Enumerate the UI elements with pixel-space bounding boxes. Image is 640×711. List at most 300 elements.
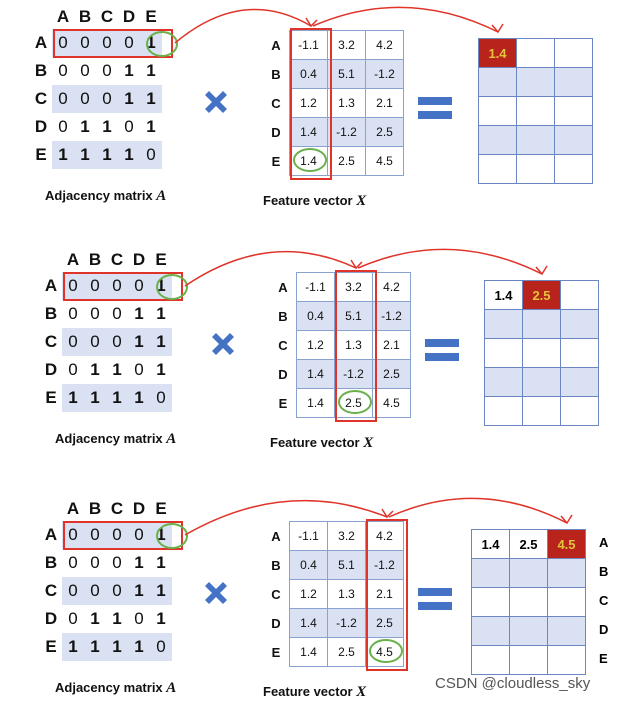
adjacency-cell: 0 [84, 521, 106, 549]
adjacency-cell: 0 [84, 328, 106, 356]
result-cell [510, 559, 548, 588]
result-cell [485, 339, 523, 368]
adjacency-row [30, 29, 162, 57]
feature-row-label: B [278, 308, 288, 324]
adjacency-cell: 0 [74, 29, 96, 57]
feature-row-label: A [271, 528, 281, 544]
adjacency-cell: 1 [74, 141, 96, 169]
corner-cell [30, 5, 52, 29]
adjacency-row-label: C [34, 89, 48, 108]
result-cell: 2.5 [523, 281, 561, 310]
result-row [472, 646, 586, 675]
feature-cell: 0.4 [290, 551, 328, 580]
adjacency-row-label: B [44, 553, 58, 572]
feature-caption [270, 435, 373, 452]
panel-1 [0, 0, 640, 234]
adjacency-matrix [40, 497, 172, 661]
adjacency-cell: 0 [68, 304, 78, 323]
result-cell [555, 97, 593, 126]
feature-row [270, 273, 411, 302]
adjacency-col-label: E [145, 7, 157, 26]
adjacency-cell: 0 [62, 272, 84, 300]
adjacency-caption-text: Adjacency matrix [55, 431, 163, 446]
result-cell [517, 39, 555, 68]
result-cell [561, 339, 599, 368]
adjacency-cell: 1 [128, 328, 150, 356]
feature-row [270, 360, 411, 389]
feature-cell: 1.4 [290, 147, 328, 176]
feature-row-label: C [271, 95, 281, 111]
corner-cell [40, 248, 62, 272]
result-cell: 2.5 [510, 530, 548, 559]
feature-cell: 4.5 [366, 147, 404, 176]
adjacency-cell: 0 [52, 29, 74, 57]
adjacency-col-label: E [155, 250, 167, 269]
adjacency-cell: 1 [96, 141, 118, 169]
arrow-column-to-result [389, 498, 567, 523]
feature-cell: 4.2 [366, 522, 404, 551]
adjacency-cell: 0 [62, 521, 84, 549]
adjacency-col-label: C [110, 250, 124, 269]
adjacency-matrix [30, 5, 162, 169]
adjacency-row [40, 272, 172, 300]
feature-row-label: C [278, 337, 288, 353]
adjacency-col-label: B [88, 250, 102, 269]
adjacency-cell: 0 [128, 521, 150, 549]
adjacency-cell: 1 [80, 117, 90, 136]
adjacency-cell: 0 [84, 272, 106, 300]
result-matrix [478, 38, 593, 184]
adjacency-cell: 1 [52, 141, 74, 169]
adjacency-cell: 1 [62, 384, 84, 412]
adjacency-cell: 0 [112, 304, 122, 323]
adjacency-caption [45, 188, 166, 205]
adjacency-col-label: C [110, 499, 124, 518]
feature-row [263, 60, 404, 89]
result-cell: 1.4 [485, 281, 523, 310]
adjacency-row-label: E [35, 145, 47, 164]
adjacency-row [40, 549, 172, 577]
adjacency-cell: 1 [118, 85, 140, 113]
feature-row-label: E [278, 395, 288, 411]
result-row-label: C [599, 593, 609, 608]
adjacency-cell: 1 [112, 609, 122, 628]
adjacency-cell: 0 [150, 633, 172, 661]
result-cell [555, 68, 593, 97]
result-cell [510, 646, 548, 675]
result-row [485, 368, 599, 397]
adjacency-cell: 1 [128, 384, 150, 412]
adjacency-row-label: A [34, 33, 48, 52]
adjacency-cell: 0 [124, 117, 134, 136]
adjacency-header-row [30, 5, 162, 29]
adjacency-cell: 0 [118, 29, 140, 57]
adjacency-cell: 0 [58, 117, 68, 136]
adjacency-col-label: A [56, 7, 70, 26]
adjacency-cell: 1 [156, 553, 166, 572]
feature-row [270, 331, 411, 360]
feature-row [263, 609, 404, 638]
adjacency-cell: 1 [84, 633, 106, 661]
adjacency-cell: 1 [128, 633, 150, 661]
result-cell [517, 155, 555, 184]
adjacency-cell: 0 [106, 521, 128, 549]
arrow-head [306, 18, 317, 26]
result-cell [485, 397, 523, 426]
feature-row [263, 118, 404, 147]
feature-row-label: E [271, 644, 281, 660]
adjacency-cell: 1 [150, 328, 172, 356]
adjacency-cell: 1 [140, 85, 162, 113]
adjacency-cell: 1 [90, 609, 100, 628]
feature-cell: 2.5 [335, 389, 373, 418]
feature-caption-var: X [356, 193, 367, 209]
result-cell [561, 310, 599, 339]
result-cell [548, 646, 586, 675]
feature-caption [263, 193, 366, 210]
adjacency-cell: 0 [96, 29, 118, 57]
adjacency-caption-text: Adjacency matrix [45, 188, 153, 203]
arrow-head [382, 509, 393, 517]
result-row [485, 339, 599, 368]
result-row [472, 530, 586, 559]
result-cell [555, 126, 593, 155]
multiply-icon [201, 578, 231, 613]
feature-cell: 1.4 [297, 360, 335, 389]
feature-cell: 3.2 [328, 31, 366, 60]
feature-row-label: B [271, 66, 281, 82]
adjacency-cell: 0 [106, 328, 128, 356]
adjacency-cell: 0 [80, 61, 90, 80]
result-cell [548, 559, 586, 588]
feature-cell: 1.4 [290, 638, 328, 667]
result-row [485, 281, 599, 310]
adjacency-cell: 0 [150, 384, 172, 412]
feature-row-label: B [271, 557, 281, 573]
feature-cell: 1.2 [297, 331, 335, 360]
feature-cell: -1.2 [328, 609, 366, 638]
result-cell [523, 310, 561, 339]
result-row-label: D [599, 622, 609, 637]
result-cell: 1.4 [479, 39, 517, 68]
result-cell [561, 281, 599, 310]
adjacency-row-label: B [44, 304, 58, 323]
adjacency-caption-var: A [166, 431, 177, 447]
adjacency-cell: 0 [134, 360, 144, 379]
result-cell [517, 97, 555, 126]
feature-cell: 2.5 [373, 360, 411, 389]
feature-cell: -1.2 [366, 551, 404, 580]
feature-cell: 1.3 [328, 580, 366, 609]
adjacency-row [40, 300, 172, 328]
adjacency-caption [55, 431, 176, 448]
adjacency-cell: 0 [106, 272, 128, 300]
feature-cell: 4.5 [366, 638, 404, 667]
adjacency-row-label: D [34, 117, 48, 136]
result-cell [523, 397, 561, 426]
multiply-icon [201, 87, 231, 122]
multiply-icon [208, 329, 238, 364]
adjacency-col-label: E [155, 499, 167, 518]
adjacency-col-label: D [122, 7, 136, 26]
adjacency-caption [55, 680, 176, 697]
feature-cell: -1.2 [373, 302, 411, 331]
adjacency-col-label: B [78, 7, 92, 26]
result-row [472, 617, 586, 646]
adjacency-row [40, 384, 172, 412]
result-row [485, 310, 599, 339]
feature-row [263, 522, 404, 551]
feature-cell: 4.2 [373, 273, 411, 302]
adjacency-col-label: A [66, 250, 80, 269]
adjacency-cell: 1 [84, 384, 106, 412]
result-cell [485, 368, 523, 397]
adjacency-cell: 1 [124, 61, 134, 80]
adjacency-caption-var: A [156, 188, 167, 204]
feature-cell: 0.4 [290, 60, 328, 89]
result-cell [479, 126, 517, 155]
result-matrix [484, 280, 599, 426]
adjacency-cell: 1 [112, 360, 122, 379]
adjacency-cell: 1 [134, 304, 144, 323]
adjacency-header-row [40, 497, 172, 521]
feature-cell: 1.4 [290, 609, 328, 638]
adjacency-row [40, 328, 172, 356]
feature-caption [263, 684, 366, 701]
equals-icon [418, 587, 452, 616]
feature-cell: 5.1 [328, 551, 366, 580]
adjacency-cell: 1 [62, 633, 84, 661]
result-cell [479, 97, 517, 126]
feature-cell: 2.1 [366, 89, 404, 118]
adjacency-cell: 0 [128, 272, 150, 300]
result-cell [548, 588, 586, 617]
adjacency-row [30, 85, 162, 113]
result-cell [472, 588, 510, 617]
adjacency-cell: 0 [90, 553, 100, 572]
watermark: CSDN @cloudless_sky [435, 675, 591, 692]
result-row [479, 155, 593, 184]
feature-cell: 4.2 [366, 31, 404, 60]
adjacency-header-row [40, 248, 172, 272]
feature-row-label: D [278, 366, 288, 382]
adjacency-cell: 1 [150, 272, 172, 300]
feature-cell: 3.2 [335, 273, 373, 302]
adjacency-cell: 1 [156, 609, 166, 628]
adjacency-col-label: A [66, 499, 80, 518]
adjacency-row [30, 57, 162, 85]
result-cell [523, 339, 561, 368]
adjacency-cell: 0 [96, 85, 118, 113]
adjacency-cell: 0 [62, 577, 84, 605]
feature-cell: -1.2 [366, 60, 404, 89]
adjacency-cell: 1 [140, 29, 162, 57]
feature-caption-text: Feature vector [263, 193, 353, 208]
adjacency-cell: 1 [146, 61, 156, 80]
result-cell [523, 368, 561, 397]
feature-cell: 1.4 [297, 389, 335, 418]
adjacency-cell: 0 [58, 61, 68, 80]
adjacency-matrix [40, 248, 172, 412]
feature-row [263, 638, 404, 667]
feature-row [263, 89, 404, 118]
result-row-label: E [599, 651, 608, 666]
arrow-head [536, 266, 547, 274]
feature-row-label: C [271, 586, 281, 602]
feature-matrix [270, 272, 411, 418]
adjacency-cell: 0 [134, 609, 144, 628]
result-row [479, 68, 593, 97]
adjacency-cell: 1 [156, 360, 166, 379]
equals-icon [418, 96, 452, 125]
adjacency-row [40, 577, 172, 605]
adjacency-cell: 0 [68, 360, 78, 379]
result-cell [472, 617, 510, 646]
feature-cell: -1.2 [335, 360, 373, 389]
adjacency-cell: 0 [112, 553, 122, 572]
adjacency-cell: 1 [106, 633, 128, 661]
equals-icon [425, 338, 459, 367]
feature-cell: 1.3 [328, 89, 366, 118]
feature-caption-var: X [356, 684, 367, 700]
result-row [479, 39, 593, 68]
result-cell [479, 155, 517, 184]
adjacency-row-label: A [44, 525, 58, 544]
arrow-head [351, 260, 362, 268]
adjacency-cell: 0 [52, 85, 74, 113]
adjacency-row [30, 141, 162, 169]
adjacency-col-label: C [100, 7, 114, 26]
adjacency-cell: 1 [134, 553, 144, 572]
adjacency-cell: 1 [118, 141, 140, 169]
adjacency-caption-var: A [166, 680, 177, 696]
adjacency-row [30, 113, 162, 141]
result-cell [548, 617, 586, 646]
adjacency-cell: 0 [62, 328, 84, 356]
feature-cell: 2.1 [366, 580, 404, 609]
adjacency-cell: 0 [90, 304, 100, 323]
adjacency-cell: 0 [74, 85, 96, 113]
arrow-head [492, 24, 503, 32]
result-cell: 4.5 [548, 530, 586, 559]
feature-row-label: E [271, 153, 281, 169]
adjacency-row-label: E [45, 388, 57, 407]
adjacency-row [40, 356, 172, 384]
feature-matrix [263, 30, 404, 176]
result-cell [485, 310, 523, 339]
adjacency-cell: 0 [84, 577, 106, 605]
feature-cell: -1.1 [297, 273, 335, 302]
adjacency-row [40, 633, 172, 661]
result-row [472, 559, 586, 588]
adjacency-caption-text: Adjacency matrix [55, 680, 163, 695]
adjacency-cell: 1 [150, 577, 172, 605]
result-row-label: B [599, 564, 609, 579]
arrow-column-to-result [313, 7, 498, 32]
adjacency-row-label: E [45, 637, 57, 656]
feature-row [270, 389, 411, 418]
adjacency-cell: 1 [128, 577, 150, 605]
result-cell [472, 646, 510, 675]
result-cell [510, 617, 548, 646]
adjacency-row-label: B [34, 61, 48, 80]
adjacency-cell: 0 [140, 141, 162, 169]
feature-row [263, 580, 404, 609]
adjacency-cell: 1 [102, 117, 112, 136]
result-cell [479, 68, 517, 97]
result-cell [472, 559, 510, 588]
result-cell [517, 126, 555, 155]
adjacency-row [40, 521, 172, 549]
adjacency-cell: 0 [68, 553, 78, 572]
feature-cell: -1.2 [328, 118, 366, 147]
result-cell [561, 397, 599, 426]
result-row [479, 126, 593, 155]
feature-cell: 1.2 [290, 89, 328, 118]
panel-2 [0, 238, 640, 472]
result-cell [555, 155, 593, 184]
feature-cell: 2.5 [366, 118, 404, 147]
adjacency-cell: 1 [150, 521, 172, 549]
feature-row [263, 31, 404, 60]
feature-cell: 0.4 [297, 302, 335, 331]
adjacency-row-label: C [44, 581, 58, 600]
feature-cell: 1.2 [290, 580, 328, 609]
result-matrix [471, 529, 586, 675]
result-cell [561, 368, 599, 397]
adjacency-cell: 1 [146, 117, 156, 136]
adjacency-col-label: B [88, 499, 102, 518]
adjacency-row-label: D [44, 609, 58, 628]
adjacency-cell: 1 [106, 384, 128, 412]
result-cell [510, 588, 548, 617]
adjacency-row-label: A [44, 276, 58, 295]
result-row [472, 588, 586, 617]
feature-row-label: D [271, 615, 281, 631]
adjacency-cell: 0 [102, 61, 112, 80]
adjacency-row-label: D [44, 360, 58, 379]
corner-cell [40, 497, 62, 521]
feature-row-label: D [271, 124, 281, 140]
adjacency-col-label: D [132, 250, 146, 269]
arrow-column-to-result [358, 249, 542, 274]
feature-row [263, 551, 404, 580]
result-row-label: A [599, 535, 609, 550]
feature-row [270, 302, 411, 331]
feature-cell: 3.2 [328, 522, 366, 551]
feature-row [263, 147, 404, 176]
adjacency-col-label: D [132, 499, 146, 518]
feature-cell: 5.1 [328, 60, 366, 89]
feature-matrix [263, 521, 404, 667]
result-row [485, 397, 599, 426]
feature-row-label: A [278, 279, 288, 295]
feature-cell: 2.5 [328, 638, 366, 667]
adjacency-cell: 0 [106, 577, 128, 605]
adjacency-row-label: C [44, 332, 58, 351]
feature-row-label: A [271, 37, 281, 53]
adjacency-cell: 1 [90, 360, 100, 379]
feature-cell: -1.1 [290, 31, 328, 60]
feature-cell: 1.3 [335, 331, 373, 360]
feature-cell: 2.5 [366, 609, 404, 638]
arrow-head [561, 515, 572, 523]
adjacency-cell: 0 [68, 609, 78, 628]
feature-cell: 1.4 [290, 118, 328, 147]
feature-cell: 2.5 [328, 147, 366, 176]
adjacency-cell: 1 [156, 304, 166, 323]
result-cell [555, 39, 593, 68]
